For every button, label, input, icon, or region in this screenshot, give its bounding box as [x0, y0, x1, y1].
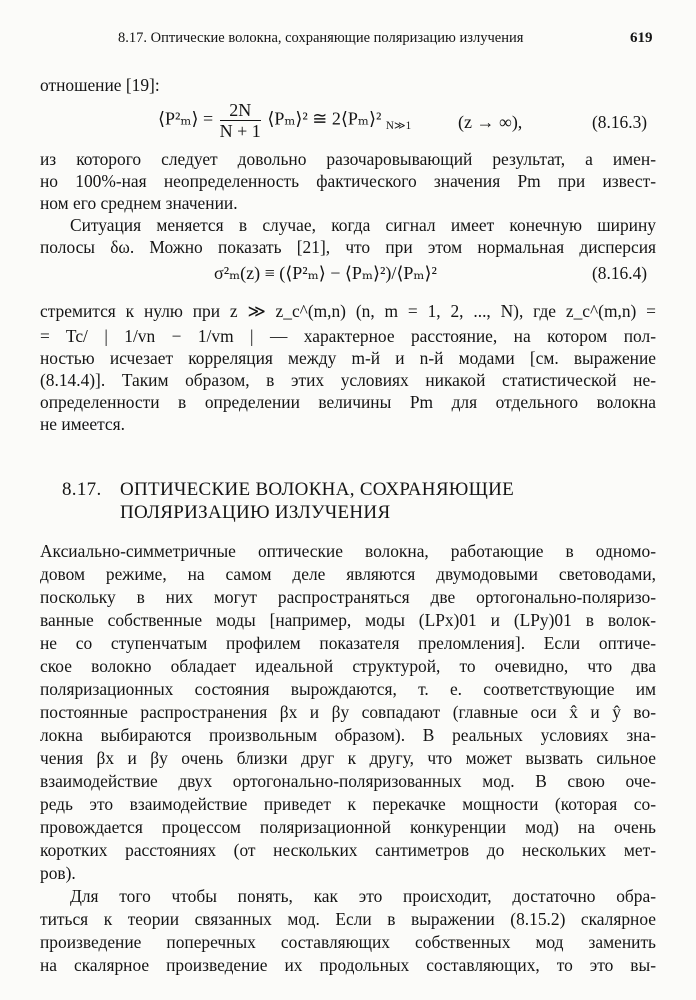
page-number: 619 [630, 30, 653, 46]
equation-middle: ⟨Pₘ⟩² ≅ 2⟨Pₘ⟩² [267, 108, 382, 129]
text-line: произведение поперечных составляющих собственных мод заменить [40, 932, 656, 952]
text-line: редь это взаимодействие приведет к перекачке мощности (которая со- [40, 794, 656, 814]
equation-8-16-4: σ²ₘ(z) ≡ (⟨P²ₘ⟩ − ⟨Pₘ⟩²)/⟨Pₘ⟩² [214, 263, 437, 283]
text-line: поляризационных состояния вырождаются, т. е. соответствующие им [40, 679, 656, 699]
text-line: Аксиально-симметричные оптические волокна, работающие в одномо- [40, 541, 656, 561]
fraction-numerator: 2N [220, 100, 261, 121]
text-line: коротких расстояниях (от нескольких сантиметров до нескольких мет- [40, 840, 656, 860]
text-line: ванные собственные моды [например, моды (LPx)01 и (LPy)01 в волок- [40, 610, 656, 630]
text-line: Для того чтобы понять, как это происходит, достаточно обра- [70, 886, 656, 906]
text-line: постоянные распространения βx и βy совпадают (главные оси x̂ и ŷ во- [40, 702, 656, 722]
text-line: провождается процессом поляризационной конкуренции мод) на очень [40, 817, 656, 837]
equation-fraction [220, 100, 261, 141]
section-title-line-1: ОПТИЧЕСКИЕ ВОЛОКНА, СОХРАНЯЮЩИЕ [120, 479, 515, 500]
equation-lhs: ⟨P²ₘ⟩ = [158, 108, 214, 129]
text-line: чения βx и βy очень близки друг к другу, что может вызвать сильное [40, 748, 656, 768]
text-line: ское волокно обладает идеальной структурой, то очевидно, что два [40, 656, 656, 676]
text-line: титься к теории связанных мод. Если в выражении (8.15.2) скалярное [40, 909, 656, 929]
text-line: полосы δω. Можно показать [21], что при этом нормальная дисперсия [40, 237, 656, 257]
text-line: но 100%-ная неопределенность фактического значения Pm при извест- [40, 171, 656, 191]
text-line: поскольку в них могут распространяться две ортогонально-поляризо- [40, 587, 656, 607]
text-line: ностью исчезает корреляция между m-й и n-й модами [см. выражение [40, 348, 656, 368]
text-line: ров). [40, 863, 76, 883]
text-line: (8.14.4)]. Таким образом, в этих условиях никакой статистической не- [40, 370, 656, 390]
equation-8-16-3 [158, 100, 411, 141]
text-line: не со ступенчатым профилем показателя преломления]. Если оптиче- [40, 633, 656, 653]
text-line: взаимодействие двух ортогонально-поляризованных мод. В свою оче- [40, 771, 656, 791]
text-line: отношение [19]: [40, 75, 160, 95]
text-line: довом режиме, на самом деле являются двумодовыми световодами, [40, 564, 656, 584]
equation-number: (8.16.3) [592, 112, 648, 132]
equation-condition: (z → ∞), [458, 112, 523, 132]
text-line: Ситуация меняется в случае, когда сигнал имеет конечную ширину [70, 215, 656, 235]
fraction-denominator: N + 1 [219, 121, 261, 141]
text-line: определенности в определении величины Pm для отдельного волокна [40, 392, 656, 412]
equation-number: (8.16.4) [592, 263, 648, 283]
text-line: стремится к нулю при z ≫ z_c^(m,n) (n, m = 1, 2, ..., N), где z_c^(m,n) = [40, 301, 656, 321]
text-line: не имеется. [40, 414, 126, 434]
text-line: локна выбираются произвольным образом). В реальных условиях зна- [40, 725, 656, 745]
running-header-title: 8.17. Оптические волокна, сохраняющие поляризацию излучения [118, 30, 524, 46]
approx-subscript: N≫1 [385, 120, 412, 133]
section-title-line-2: ПОЛЯРИЗАЦИЮ ИЗЛУЧЕНИЯ [120, 502, 391, 523]
text-line: ном его среднем значении. [40, 193, 238, 213]
section-number: 8.17. [62, 479, 102, 500]
text-line: на скалярное произведение их продольных составляющих, то это вы- [40, 955, 656, 975]
text-line: из которого следует довольно разочаровывающий результат, а имен- [40, 149, 656, 169]
text-line: = Tc/ | 1/vn − 1/vm | — характерное расстояние, на котором пол- [40, 326, 656, 346]
